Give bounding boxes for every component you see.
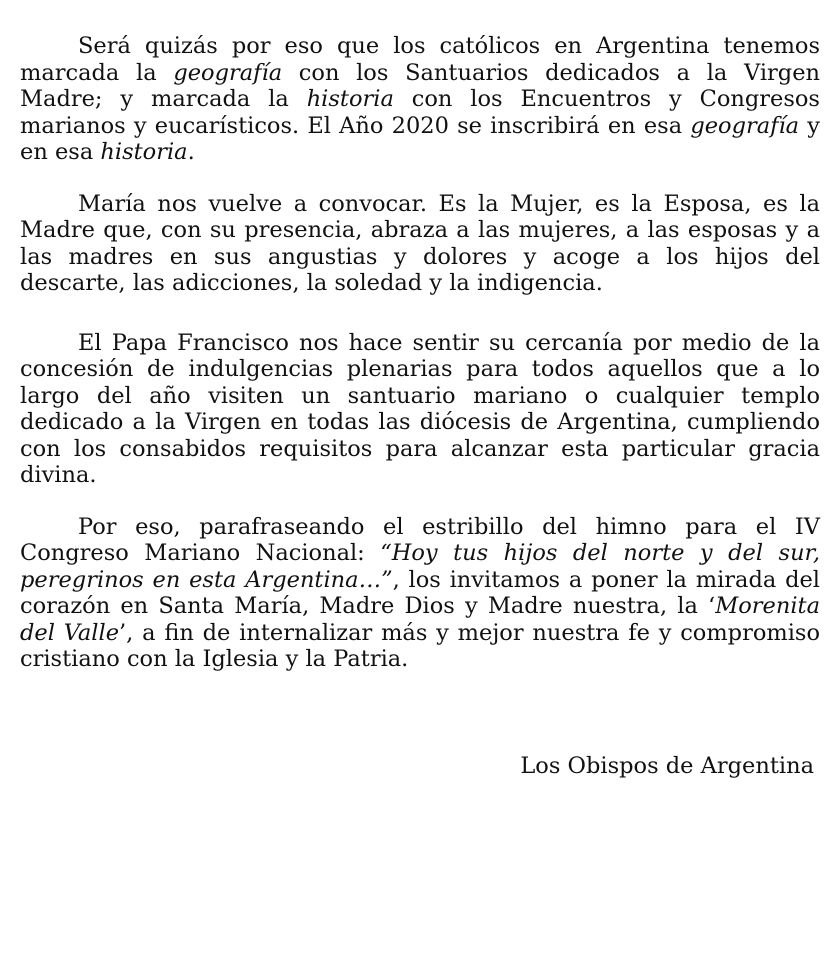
text-segment: con los Santuarios dedicados a la Virgen Madre; y marcada la — [20, 59, 820, 112]
text-segment-italic: “Hoy tus hijos del norte y del sur, peregrinos en esta Argentina…” — [20, 540, 820, 593]
text-segment: Será quizás por eso que los católicos en Argentina tenemos marcada la — [20, 33, 820, 86]
text-segment-italic: historia — [306, 86, 394, 112]
text-segment-italic: Morenita del Valle — [20, 593, 820, 646]
text-segment: María nos vuelve a convocar. Es la Mujer, es la Esposa, es la Madre que, con su presencia, abraza a las mujeres, a las esposas y a las madres en sus angustias y dolores y acoge a los hijos del descarte, las adicciones, la soledad y la indigencia. — [20, 190, 820, 296]
paragraph-maria-convoca — [20, 191, 820, 297]
text-segment-italic: geografía — [173, 59, 283, 86]
paragraph-himno — [20, 514, 820, 673]
paragraph-papa-francisco — [20, 330, 820, 489]
text-segment-italic: geografía — [690, 112, 800, 139]
text-segment: , los invitamos a poner la mirada del corazón en Santa María, Madre Dios y Madre nuestra, la ‘ — [20, 566, 820, 619]
text-segment-italic: historia — [100, 139, 188, 165]
text-segment: . — [187, 139, 195, 165]
text-segment: con los Encuentros y Congresos marianos y eucarísticos. El Año 2020 se inscribirá en esa — [20, 86, 820, 139]
text-segment: y en esa — [20, 112, 820, 165]
text-segment: El Papa Francisco nos hace sentir su cercanía por medio de la concesión de indulgencias plenarias para todos aquellos que a lo largo del año visiten un santuario mariano o cualquier templo dedicado a la Virgen en todas las diócesis de Argentina, cumpliendo con los consabidos requisitos para alcanzar esta particular gracia divina. — [20, 329, 820, 488]
document-body — [20, 33, 820, 673]
signature: Los Obispos de Argentina — [520, 753, 814, 779]
text-segment: ’, a fin de internalizar más y mejor nuestra fe y compromiso cristiano con la Iglesia y la Patria. — [20, 619, 821, 672]
text-segment: Por eso, parafraseando el estribillo del himno para el IV Congreso Mariano Nacional: — [20, 513, 820, 566]
paragraph-geografia-historia — [20, 33, 820, 166]
